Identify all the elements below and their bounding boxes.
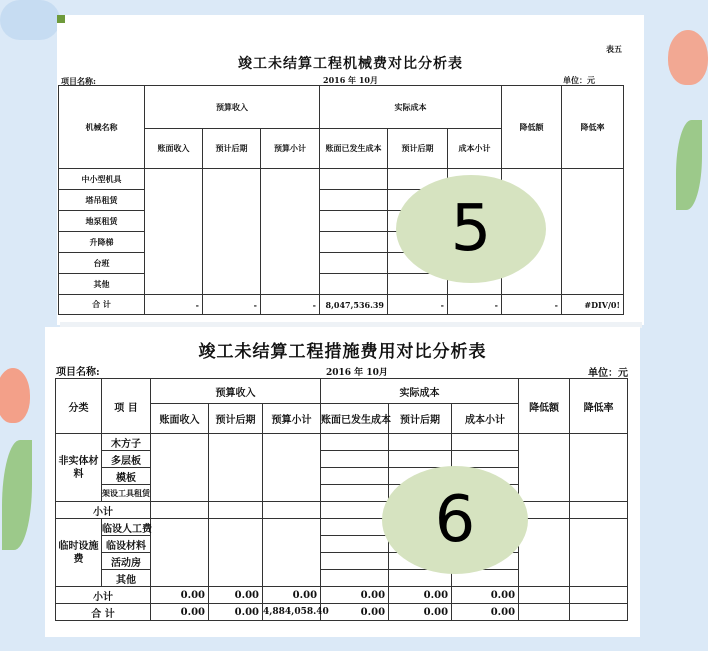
leaf-decoration (2, 440, 32, 550)
row-label: 地泵租赁 (59, 211, 145, 232)
subheader: 预计后期 (203, 129, 261, 169)
leaf-decoration (676, 120, 702, 210)
subheader: 账面已发生成本 (320, 129, 388, 169)
slide-6 (45, 327, 640, 637)
table-row (56, 434, 628, 451)
slide-number-badge: 5 (396, 175, 546, 283)
report-date: 2016 年 10月 (323, 75, 378, 85)
total-value: 0.00 (151, 604, 209, 621)
total-value: #DIV/0! (562, 295, 624, 315)
total-row (59, 295, 624, 315)
subheader: 预算小计 (263, 404, 321, 434)
header-reduction: 降低额 (519, 379, 570, 434)
subtotal-label: 小计 (56, 587, 151, 604)
subtotal-value: 0.00 (452, 587, 519, 604)
total-value: - (502, 295, 562, 315)
total-value: 0.00 (389, 604, 452, 621)
header-budget-income: 预算收入 (151, 379, 321, 404)
row-label: 台班 (59, 253, 145, 274)
subheader: 预计后期 (209, 404, 263, 434)
background-cloud (0, 0, 60, 40)
tulip-decoration (668, 30, 708, 85)
report-date: 2016 年 10月 (326, 368, 388, 378)
subheader: 账面收入 (145, 129, 203, 169)
header-reduction: 降低额 (502, 86, 562, 169)
subtotal-row (56, 502, 628, 519)
header-reduction-rate: 降低率 (570, 379, 628, 434)
subtotal-value: 0.00 (151, 587, 209, 604)
unit-label: 单位：元 (563, 75, 595, 85)
table-row (56, 519, 628, 536)
project-name-label: 项目名称: (56, 367, 100, 378)
row-label: 多层板 (102, 451, 151, 468)
row-label: 其他 (102, 570, 151, 587)
header-actual-cost: 实际成本 (320, 86, 502, 129)
subheader: 账面已发生成本 (321, 404, 389, 434)
total-row (56, 604, 628, 621)
row-label: 中小型机具 (59, 169, 145, 190)
row-label: 升降梯 (59, 232, 145, 253)
total-value: - (448, 295, 502, 315)
subtotal-value: 0.00 (389, 587, 452, 604)
row-label: 临设人工费 (102, 519, 151, 536)
row-label: 木方子 (102, 434, 151, 451)
subheader: 账面收入 (151, 404, 209, 434)
header-category: 分类 (56, 379, 102, 434)
subheader: 成本小计 (448, 129, 502, 169)
subtotal-value: 0.00 (209, 587, 263, 604)
row-label: 活动房 (102, 553, 151, 570)
total-label: 合 计 (56, 604, 151, 621)
subtotal-value: 0.00 (321, 587, 389, 604)
header-machine-name: 机械名称 (59, 86, 145, 169)
total-value: 0.00 (321, 604, 389, 621)
slide-6-title: 竣工未结算工程措施费用对比分析表 (198, 342, 487, 362)
total-value: 4,884,058.40 (263, 604, 321, 621)
measures-cost-table (55, 378, 628, 621)
slide-5-title: 竣工未结算工程机械费对比分析表 (238, 56, 463, 72)
row-label: 塔吊租赁 (59, 190, 145, 211)
subheader: 成本小计 (452, 404, 519, 434)
total-value: 8,047,536.39 (320, 295, 388, 315)
subheader: 预计后期 (388, 129, 448, 169)
total-value: - (203, 295, 261, 315)
group-label: 非实体材料 (56, 434, 102, 502)
subheader: 预算小计 (261, 129, 320, 169)
total-label: 合 计 (59, 295, 145, 315)
total-value: - (261, 295, 320, 315)
slide-number-badge: 6 (382, 466, 528, 574)
row-label: 临设材料 (102, 536, 151, 553)
project-name-label: 项目名称: (61, 76, 96, 86)
table-number: 表五 (606, 44, 622, 54)
total-value: 0.00 (209, 604, 263, 621)
slide-5 (57, 15, 644, 325)
total-value: 0.00 (452, 604, 519, 621)
tulip-decoration (0, 368, 30, 423)
table-row (59, 169, 624, 190)
subheader: 预计后期 (389, 404, 452, 434)
row-label: 其他 (59, 274, 145, 295)
subtotal-value: 0.00 (263, 587, 321, 604)
row-label: 模板 (102, 468, 151, 485)
row-label: 架设工具租赁 (102, 485, 151, 502)
header-item: 项 目 (102, 379, 151, 434)
header-budget-income: 预算收入 (145, 86, 320, 129)
subtotal-label: 小计 (56, 502, 151, 519)
total-value: - (388, 295, 448, 315)
subtotal-row (56, 587, 628, 604)
header-reduction-rate: 降低率 (562, 86, 624, 169)
group-label: 临时设施费 (56, 519, 102, 587)
machinery-cost-table (58, 85, 624, 315)
header-actual-cost: 实际成本 (321, 379, 519, 404)
total-value: - (145, 295, 203, 315)
unit-label: 单位：元 (588, 368, 628, 379)
